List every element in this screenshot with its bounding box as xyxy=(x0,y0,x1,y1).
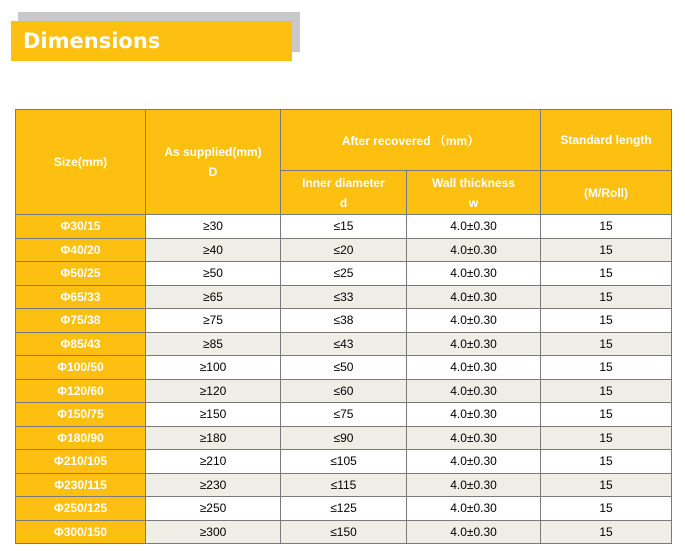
table-row xyxy=(16,379,672,403)
cell-size: Φ230/115 xyxy=(16,473,146,497)
header-wall-thickness xyxy=(407,171,541,215)
header-wall-thickness-label: Wall thickness xyxy=(432,175,515,190)
cell-standard-length: 15 xyxy=(541,426,672,450)
cell-wall-thickness: 4.0±0.30 xyxy=(407,497,541,521)
header-as-supplied-symbol: D xyxy=(208,165,218,179)
cell-size: Φ100/50 xyxy=(16,356,146,380)
cell-standard-length: 15 xyxy=(541,309,672,333)
cell-standard-length: 15 xyxy=(541,450,672,474)
cell-as-supplied: ≥250 xyxy=(146,497,281,521)
table-row xyxy=(16,426,672,450)
table-row xyxy=(16,473,672,497)
cell-wall-thickness: 4.0±0.30 xyxy=(407,309,541,333)
header-inner-diameter xyxy=(281,171,407,215)
table-row xyxy=(16,497,672,521)
title-bar xyxy=(11,21,292,61)
cell-standard-length: 15 xyxy=(541,520,672,544)
cell-wall-thickness: 4.0±0.30 xyxy=(407,285,541,309)
cell-wall-thickness: 4.0±0.30 xyxy=(407,473,541,497)
cell-standard-length: 15 xyxy=(541,285,672,309)
cell-inner-diameter: ≤60 xyxy=(281,379,407,403)
cell-standard-length: 15 xyxy=(541,332,672,356)
cell-standard-length: 15 xyxy=(541,356,672,380)
table-row xyxy=(16,309,672,333)
cell-wall-thickness: 4.0±0.30 xyxy=(407,379,541,403)
cell-inner-diameter: ≤25 xyxy=(281,262,407,286)
table-row xyxy=(16,262,672,286)
cell-wall-thickness: 4.0±0.30 xyxy=(407,332,541,356)
cell-as-supplied: ≥30 xyxy=(146,215,281,239)
cell-as-supplied: ≥150 xyxy=(146,403,281,427)
cell-inner-diameter: ≤43 xyxy=(281,332,407,356)
cell-standard-length: 15 xyxy=(541,497,672,521)
cell-as-supplied: ≥120 xyxy=(146,379,281,403)
dimensions-table xyxy=(15,109,672,544)
cell-wall-thickness: 4.0±0.30 xyxy=(407,426,541,450)
header-size: Size(mm) xyxy=(16,110,146,215)
cell-wall-thickness: 4.0±0.30 xyxy=(407,238,541,262)
cell-as-supplied: ≥210 xyxy=(146,450,281,474)
cell-size: Φ250/125 xyxy=(16,497,146,521)
table-row xyxy=(16,238,672,262)
cell-inner-diameter: ≤38 xyxy=(281,309,407,333)
cell-wall-thickness: 4.0±0.30 xyxy=(407,262,541,286)
header-as-supplied xyxy=(146,110,281,215)
table-row xyxy=(16,285,672,309)
cell-inner-diameter: ≤105 xyxy=(281,450,407,474)
table-row xyxy=(16,450,672,474)
cell-as-supplied: ≥65 xyxy=(146,285,281,309)
cell-inner-diameter: ≤20 xyxy=(281,238,407,262)
cell-as-supplied: ≥230 xyxy=(146,473,281,497)
page-title: Dimensions xyxy=(23,29,161,53)
cell-wall-thickness: 4.0±0.30 xyxy=(407,520,541,544)
cell-size: Φ65/33 xyxy=(16,285,146,309)
cell-standard-length: 15 xyxy=(541,215,672,239)
header-length-unit: (M/Roll) xyxy=(541,171,672,215)
cell-size: Φ150/75 xyxy=(16,403,146,427)
header-inner-diameter-label: Inner diameter xyxy=(302,175,385,190)
cell-inner-diameter: ≤33 xyxy=(281,285,407,309)
cell-standard-length: 15 xyxy=(541,238,672,262)
cell-wall-thickness: 4.0±0.30 xyxy=(407,356,541,380)
table-row xyxy=(16,520,672,544)
cell-size: Φ120/60 xyxy=(16,379,146,403)
cell-size: Φ300/150 xyxy=(16,520,146,544)
cell-inner-diameter: ≤90 xyxy=(281,426,407,450)
table-body xyxy=(16,215,672,544)
cell-inner-diameter: ≤115 xyxy=(281,473,407,497)
cell-standard-length: 15 xyxy=(541,403,672,427)
cell-as-supplied: ≥85 xyxy=(146,332,281,356)
header-after-recovered: After recovered （mm） xyxy=(281,110,541,171)
header-as-supplied-label: As supplied(mm) xyxy=(164,145,262,159)
cell-standard-length: 15 xyxy=(541,473,672,497)
cell-size: Φ180/90 xyxy=(16,426,146,450)
header-wall-thickness-symbol: w xyxy=(468,195,479,210)
cell-wall-thickness: 4.0±0.30 xyxy=(407,403,541,427)
cell-inner-diameter: ≤50 xyxy=(281,356,407,380)
cell-size: Φ30/15 xyxy=(16,215,146,239)
cell-inner-diameter: ≤150 xyxy=(281,520,407,544)
cell-wall-thickness: 4.0±0.30 xyxy=(407,450,541,474)
cell-inner-diameter: ≤75 xyxy=(281,403,407,427)
cell-as-supplied: ≥100 xyxy=(146,356,281,380)
cell-as-supplied: ≥40 xyxy=(146,238,281,262)
cell-as-supplied: ≥75 xyxy=(146,309,281,333)
cell-size: Φ75/38 xyxy=(16,309,146,333)
cell-as-supplied: ≥300 xyxy=(146,520,281,544)
cell-inner-diameter: ≤15 xyxy=(281,215,407,239)
header-standard-length: Standard length xyxy=(541,110,672,171)
table-row xyxy=(16,356,672,380)
cell-as-supplied: ≥180 xyxy=(146,426,281,450)
cell-size: Φ85/43 xyxy=(16,332,146,356)
cell-size: Φ210/105 xyxy=(16,450,146,474)
table-row xyxy=(16,215,672,239)
cell-as-supplied: ≥50 xyxy=(146,262,281,286)
cell-size: Φ40/20 xyxy=(16,238,146,262)
table-row xyxy=(16,403,672,427)
header-inner-diameter-symbol: d xyxy=(339,195,348,210)
cell-standard-length: 15 xyxy=(541,262,672,286)
cell-standard-length: 15 xyxy=(541,379,672,403)
table-row xyxy=(16,332,672,356)
cell-size: Φ50/25 xyxy=(16,262,146,286)
cell-inner-diameter: ≤125 xyxy=(281,497,407,521)
cell-wall-thickness: 4.0±0.30 xyxy=(407,215,541,239)
